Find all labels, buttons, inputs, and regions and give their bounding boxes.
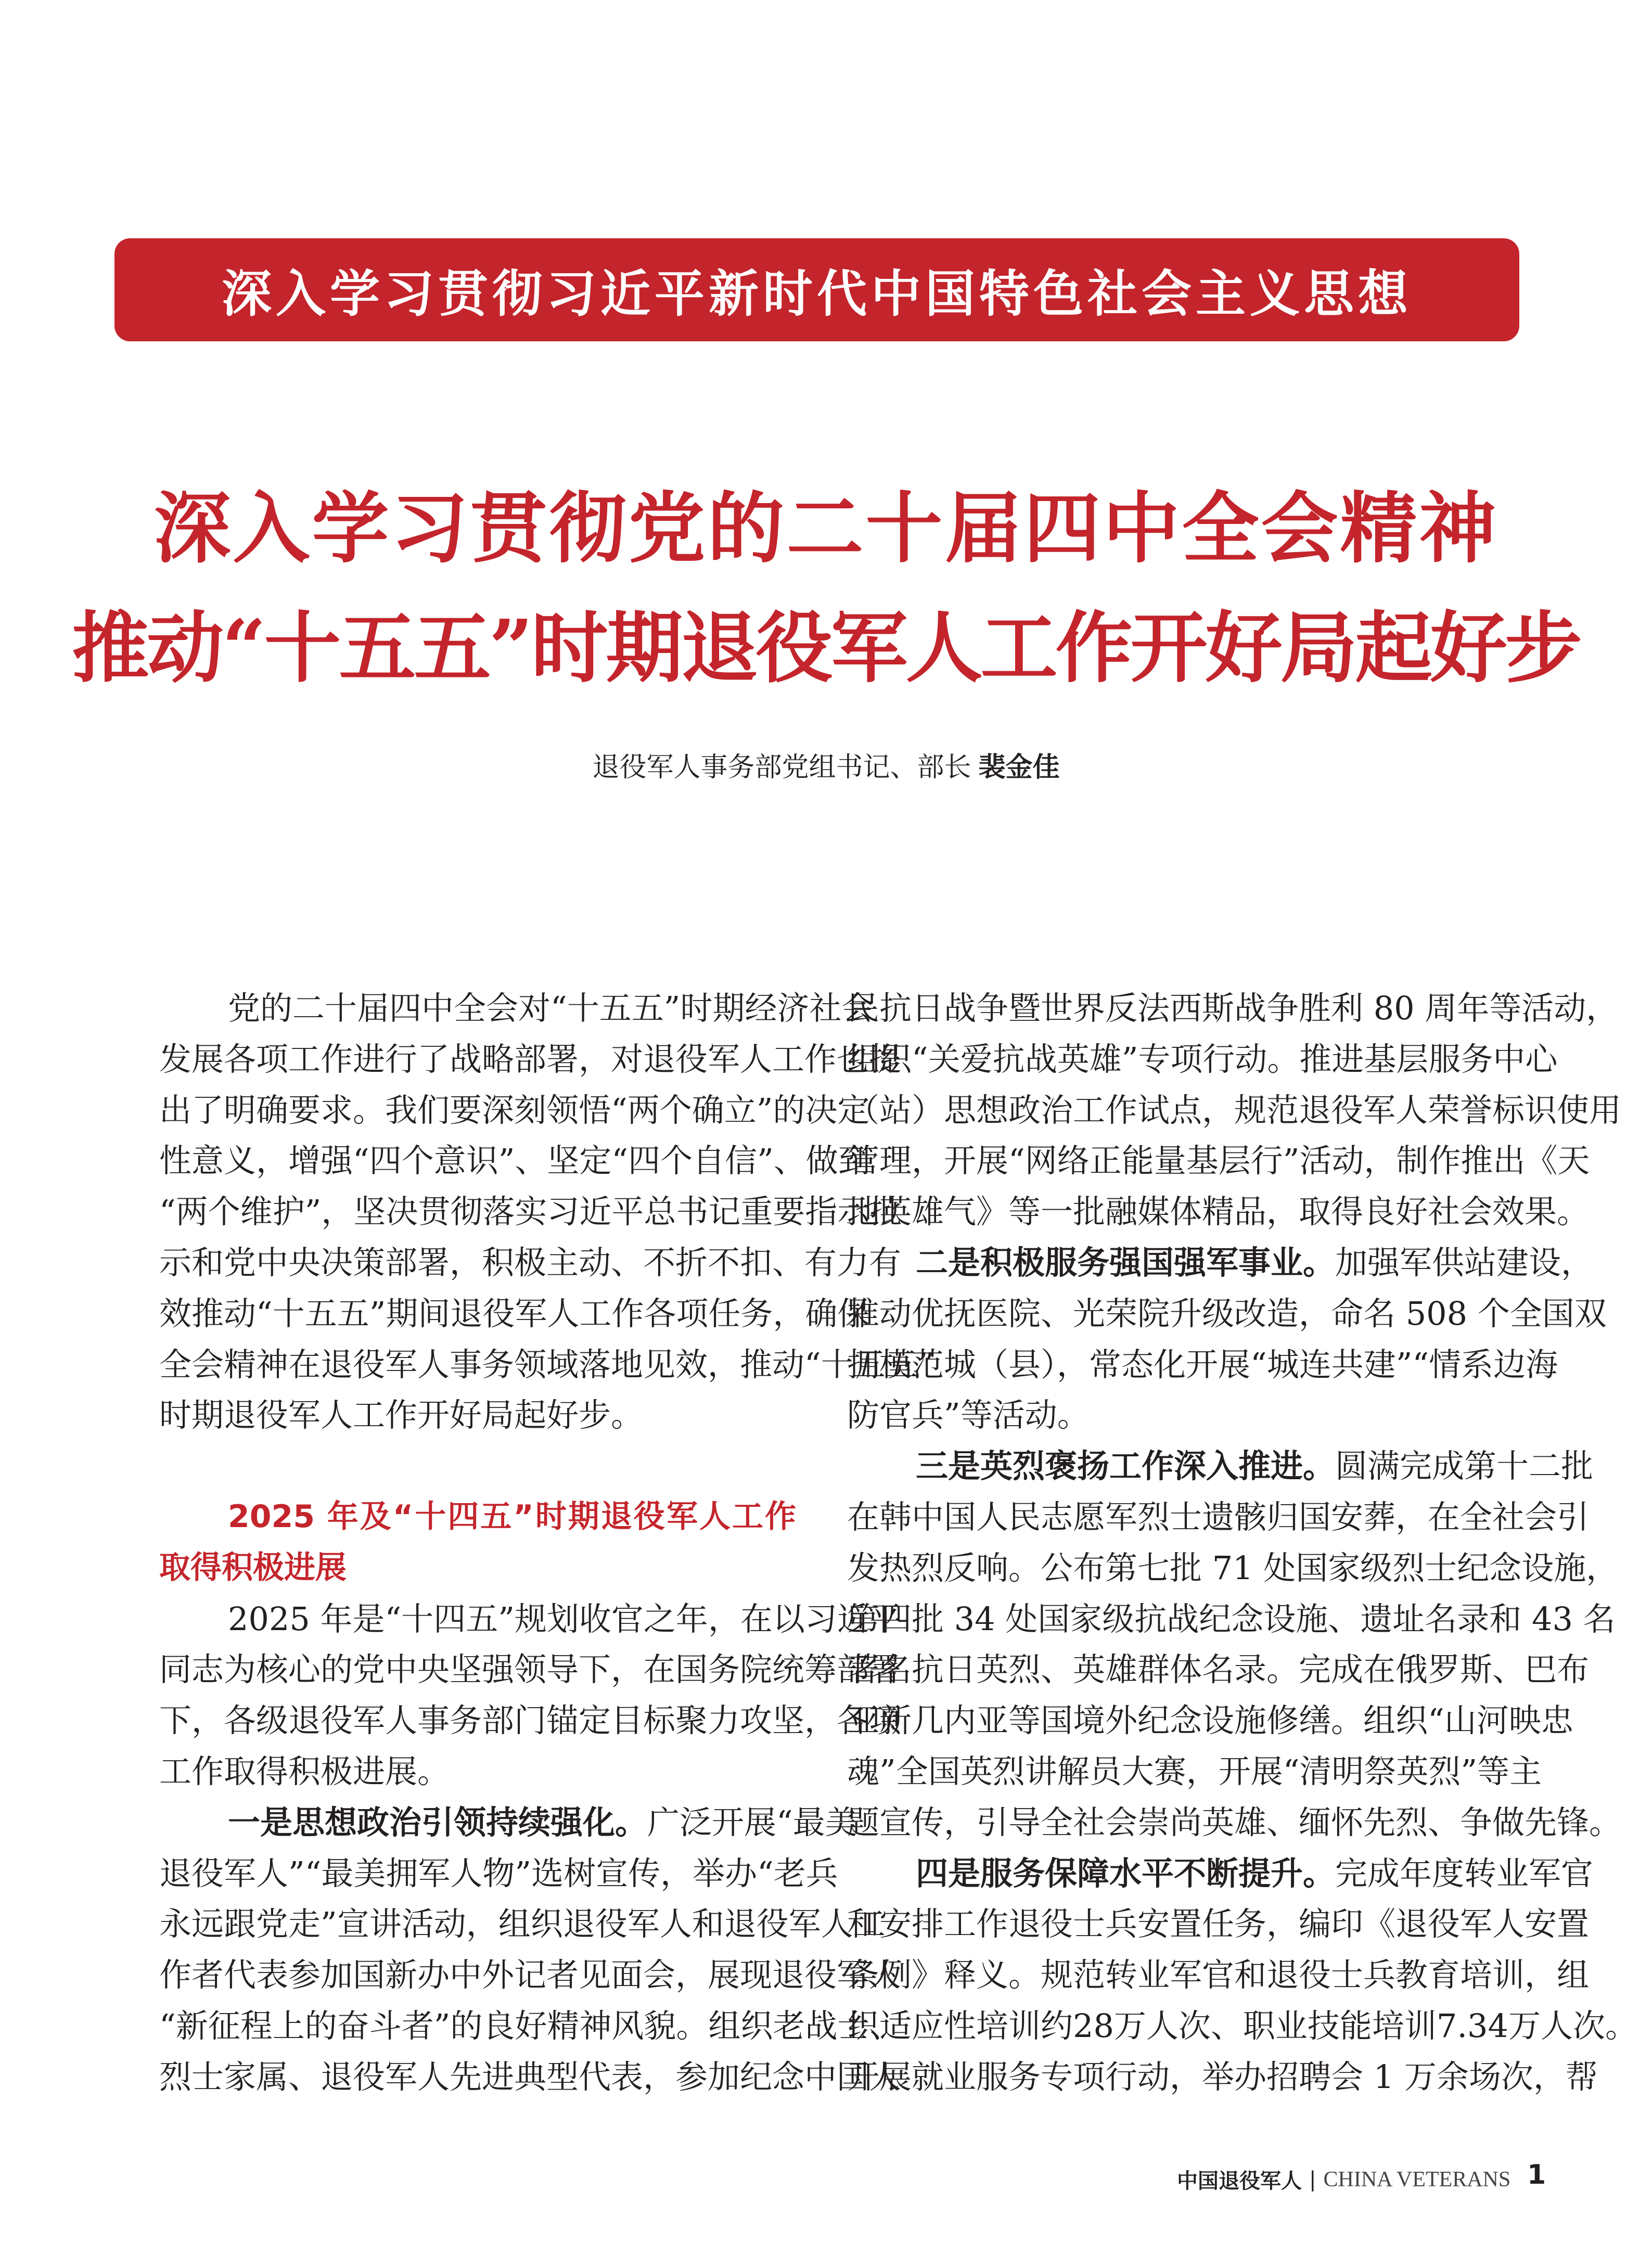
text-line xyxy=(159,1288,870,1339)
paragraph-lead-bold: 四是服务保障水平不断提升。 xyxy=(916,1854,1336,1892)
text-line xyxy=(847,1848,1594,1899)
line-text: 推动优抚医院、光荣院升级改造，命名 508 个全国双 xyxy=(847,1294,1607,1333)
text-line xyxy=(159,1950,902,2001)
page-number: 1 xyxy=(1527,2159,1546,2190)
text-line xyxy=(159,1390,796,1441)
line-text: 题宣传，引导全社会崇尚英雄、缅怀先烈、争做先锋。 xyxy=(847,1803,1622,1841)
text-line xyxy=(159,1594,902,1645)
footer-separator: | xyxy=(1309,2167,1316,2192)
text-line xyxy=(847,1339,1558,1390)
line-text: 完成年度转业军官 xyxy=(1335,1854,1594,1892)
section-banner-text: 深入学习贯彻习近平新时代中国特色社会主义思想 xyxy=(222,264,1412,323)
article-title-line-1: 深入学习贯彻党的二十届四中全会精神 xyxy=(153,483,1499,573)
line-text: 拥模范城（县），常态化开展“城连共建”“情系边海 xyxy=(847,1345,1558,1383)
line-text: 取得积极进展 xyxy=(159,1549,347,1586)
magazine-name-cn: 中国退役军人 xyxy=(1177,2169,1302,2193)
text-line xyxy=(159,1899,886,1950)
text-line xyxy=(847,1034,1558,1085)
text-line xyxy=(159,1085,870,1136)
line-text: 魂”全国英烈讲解员大赛，开展“清明祭英烈”等主 xyxy=(847,1752,1542,1790)
text-line xyxy=(847,1237,1594,1288)
text-line xyxy=(847,1085,1622,1136)
line-text: 开展就业服务专项行动，举办招聘会 1 万余场次，帮 xyxy=(847,2057,1598,2096)
line-text: 出了明确要求。我们要深刻领悟“两个确立”的决定 xyxy=(159,1091,870,1129)
line-text: 全会精神在退役军人事务领域落地见效，推动“十五五” xyxy=(159,1345,934,1383)
line-text: 2025 年是“十四五”规划收官之年，在以习近平 xyxy=(228,1599,902,1638)
text-line xyxy=(159,1237,902,1288)
text-line xyxy=(159,1797,857,1848)
line-text: 同志为核心的党中央坚强领导下，在国务院统筹部署 xyxy=(159,1650,902,1689)
line-text: 烈士家属、退役军人先进典型代表，参加纪念中国人 xyxy=(159,2057,902,2096)
text-line xyxy=(159,1034,902,1085)
line-text: 下，各级退役军人事务部门锚定目标聚力攻坚，各项 xyxy=(159,1701,902,1740)
blank-line xyxy=(159,1441,796,1492)
line-text: 发展各项工作进行了战略部署，对退役军人工作也提 xyxy=(159,1040,902,1078)
text-line xyxy=(847,1288,1607,1339)
text-line xyxy=(847,1899,1590,1950)
line-text: 党的二十届四中全会对“十五五”时期经济社会 xyxy=(228,989,874,1027)
text-line xyxy=(847,1797,1622,1848)
line-text: 效推动“十五五”期间退役军人工作各项任务，确保 xyxy=(159,1294,870,1333)
line-text: 圆满完成第十二批 xyxy=(1335,1447,1594,1485)
text-line xyxy=(847,2052,1598,2103)
text-line xyxy=(159,2052,902,2103)
line-text: “两个维护”，坚决贯彻落实习近平总书记重要指示批 xyxy=(159,1193,902,1231)
right-text-column xyxy=(847,983,1637,2103)
text-line xyxy=(159,1746,796,1797)
paragraph-lead-bold: 三是英烈褒扬工作深入推进。 xyxy=(916,1447,1336,1485)
text-line xyxy=(159,1135,870,1186)
text-line xyxy=(159,1339,934,1390)
text-line xyxy=(847,1441,1594,1492)
line-text: 亚新几内亚等国境外纪念设施修缮。组织“山河映忠 xyxy=(847,1701,1573,1740)
text-line xyxy=(847,1390,1479,1441)
text-line xyxy=(847,1594,1616,1645)
line-text: 在韩中国人民志愿军烈士遗骸归国安葬，在全社会引 xyxy=(847,1497,1590,1536)
line-text: 组织“关爱抗战英雄”专项行动。推进基层服务中心 xyxy=(847,1040,1558,1078)
line-text: 示和党中央决策部署，积极主动、不折不扣、有力有 xyxy=(159,1243,902,1282)
line-text: 和安排工作退役士兵安置任务，编印《退役军人安置 xyxy=(847,1905,1590,1943)
article-title-line-2: 推动“十五五”时期退役军人工作开好局起好步 xyxy=(72,603,1580,693)
line-text: 时期退役军人工作开好局起好步。 xyxy=(159,1396,644,1434)
section-heading-line xyxy=(159,1543,796,1594)
line-text: 加强军供站建设， xyxy=(1335,1243,1594,1282)
text-line xyxy=(847,1492,1590,1543)
line-text: 防官兵”等活动。 xyxy=(847,1396,1090,1434)
text-line xyxy=(847,1695,1573,1746)
text-line xyxy=(159,1695,902,1746)
text-line xyxy=(847,1950,1590,2001)
text-line xyxy=(159,983,874,1034)
line-text: 第四批 34 处国家级抗战纪念设施、遗址名录和 43 名 xyxy=(847,1599,1616,1638)
text-line xyxy=(847,1644,1590,1695)
line-text: 管理，开展“网络正能量基层行”活动，制作推出《天 xyxy=(847,1142,1590,1180)
line-text: 著名抗日英烈、英雄群体名录。完成在俄罗斯、巴布 xyxy=(847,1650,1590,1689)
line-text: 地英雄气》等一批融媒体精品，取得良好社会效果。 xyxy=(847,1193,1590,1231)
line-text: 织适应性培训约28万人次、职业技能培训7.34万人次。 xyxy=(847,2006,1637,2045)
page-footer xyxy=(1177,2164,1510,2194)
line-text: 工作取得积极进展。 xyxy=(159,1752,450,1790)
author-role: 退役军人事务部党组书记、部长 xyxy=(592,752,971,783)
line-text: 作者代表参加国新办中外记者见面会，展现退役军人 xyxy=(159,1956,902,1994)
line-text: 广泛开展“最美 xyxy=(647,1803,857,1841)
line-text: 永远跟党走”宣讲活动，组织退役军人和退役军人工 xyxy=(159,1905,886,1943)
paragraph-lead-bold: 二是积极服务强国强军事业。 xyxy=(916,1243,1336,1282)
magazine-name-en: CHINA VETERANS xyxy=(1323,2167,1511,2192)
line-text: 性意义，增强“四个意识”、坚定“四个自信”、做到 xyxy=(159,1142,870,1180)
section-banner xyxy=(114,238,1519,341)
text-line xyxy=(847,2001,1637,2052)
author-byline xyxy=(0,745,1652,784)
author-name: 裴金佳 xyxy=(978,752,1060,783)
text-line xyxy=(159,2001,902,2052)
text-line xyxy=(847,1543,1619,1594)
line-text: 2025 年及“十四五”时期退役军人工作 xyxy=(228,1498,796,1535)
line-text: 民抗日战争暨世界反法西斯战争胜利 80 周年等活动， xyxy=(847,989,1619,1027)
text-line xyxy=(847,1135,1590,1186)
text-line xyxy=(847,1186,1590,1237)
section-heading-line xyxy=(159,1492,796,1543)
line-text: 发热烈反响。公布第七批 71 处国家级烈士纪念设施， xyxy=(847,1548,1619,1587)
text-line xyxy=(847,1746,1542,1797)
text-line xyxy=(159,1644,902,1695)
line-text: 退役军人”“最美拥军人物”选树宣传，举办“老兵 xyxy=(159,1854,838,1892)
text-line xyxy=(159,1848,838,1899)
text-line xyxy=(847,983,1619,1034)
line-text: （站）思想政治工作试点，规范退役军人荣誉标识使用 xyxy=(847,1091,1622,1129)
line-text: “新征程上的奋斗者”的良好精神风貌。组织老战士、 xyxy=(159,2006,902,2045)
left-text-column xyxy=(159,983,934,2103)
text-line xyxy=(159,1186,902,1237)
line-text: 条例》释义。规范转业军官和退役士兵教育培训，组 xyxy=(847,1956,1590,1994)
paragraph-lead-bold: 一是思想政治引领持续强化。 xyxy=(228,1803,648,1841)
